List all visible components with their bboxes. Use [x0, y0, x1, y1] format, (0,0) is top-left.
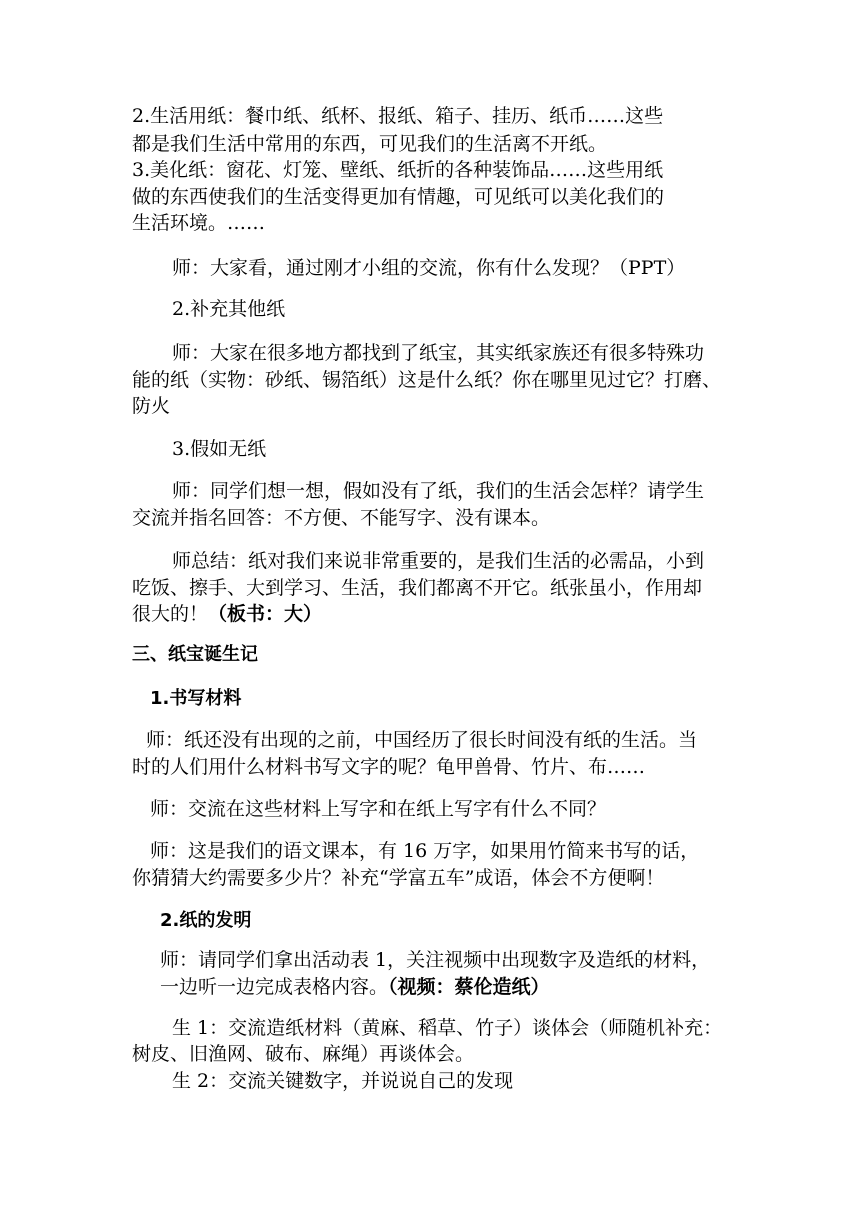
- teacher-line: 师：同学们想一想，假如没有了纸，我们的生活会怎样？请学生: [172, 480, 705, 502]
- text-line: 3.美化纸：窗花、灯笼、壁纸、纸折的各种装饰品……这些用纸: [132, 159, 664, 181]
- teacher-line: 师：纸还没有出现的之前，中国经历了很长时间没有纸的生活。当: [146, 729, 698, 751]
- teacher-line: 师：这是我们的语文课本，有 16 万字，如果用竹简来书写的话，: [150, 840, 700, 862]
- video-note: （视频：蔡伦造纸）: [388, 976, 550, 998]
- teacher-line: 师：请同学们拿出活动表 1，关注视频中出现数字及造纸的材料，: [160, 949, 711, 971]
- text-line: 一边听一边完成表格内容。（视频：蔡伦造纸）: [160, 976, 550, 998]
- blackboard-note: （板书：大）: [208, 603, 323, 625]
- text-line: 都是我们生活中常用的东西，可见我们的生活离不开纸。: [132, 133, 608, 155]
- text-line: 你猜猜大约需要多少片？补充“学富五车”成语，体会不方便啊！: [132, 867, 665, 889]
- text-line: 能的纸（实物：砂纸、锡箔纸）这是什么纸？你在哪里见过它？打磨、: [132, 369, 722, 391]
- subsection-heading: 1.书写材料: [150, 688, 242, 709]
- teacher-line: 师：交流在这些材料上写字和在纸上写字有什么不同？: [150, 798, 607, 820]
- text-line: 树皮、旧渔网、破布、麻绳）再谈体会。: [132, 1043, 475, 1065]
- text-line: 生活环境。……: [132, 212, 266, 234]
- text-line: 吃饭、擦手、大到学习、生活，我们都离不开它。纸张虽小，作用却: [132, 577, 703, 599]
- text-line: 做的东西使我们的生活变得更加有情趣，可见纸可以美化我们的: [132, 186, 665, 208]
- subsection-heading: 2.纸的发明: [160, 910, 252, 931]
- teacher-line: 师：大家在很多地方都找到了纸宝，其实纸家族还有很多特殊功: [172, 342, 705, 364]
- text-line: 2.生活用纸：餐巾纸、纸杯、报纸、箱子、挂历、纸币……这些: [132, 105, 664, 127]
- subheading: 2.补充其他纸: [172, 298, 286, 320]
- teacher-summary: 师总结：纸对我们来说非常重要的，是我们生活的必需品，小到: [172, 550, 705, 572]
- text-line: 交流并指名回答：不方便、不能写字、没有课本。: [132, 507, 551, 529]
- text-line: 时的人们用什么材料书写文字的呢？龟甲兽骨、竹片、布……: [132, 756, 646, 778]
- student-line: 生 2：交流关键数字，并说说自己的发现: [172, 1070, 514, 1092]
- student-line: 生 1：交流造纸材料（黄麻、稻草、竹子）谈体会（师随机补充：: [172, 1017, 723, 1039]
- teacher-line: 师：大家看，通过刚才小组的交流，你有什么发现？（PPT）: [172, 257, 686, 279]
- subheading: 3.假如无纸: [172, 438, 267, 460]
- text-line: 很大的！（板书：大）: [132, 603, 323, 625]
- section-heading: 三、纸宝诞生记: [132, 644, 258, 665]
- text-line: 防火: [132, 395, 171, 417]
